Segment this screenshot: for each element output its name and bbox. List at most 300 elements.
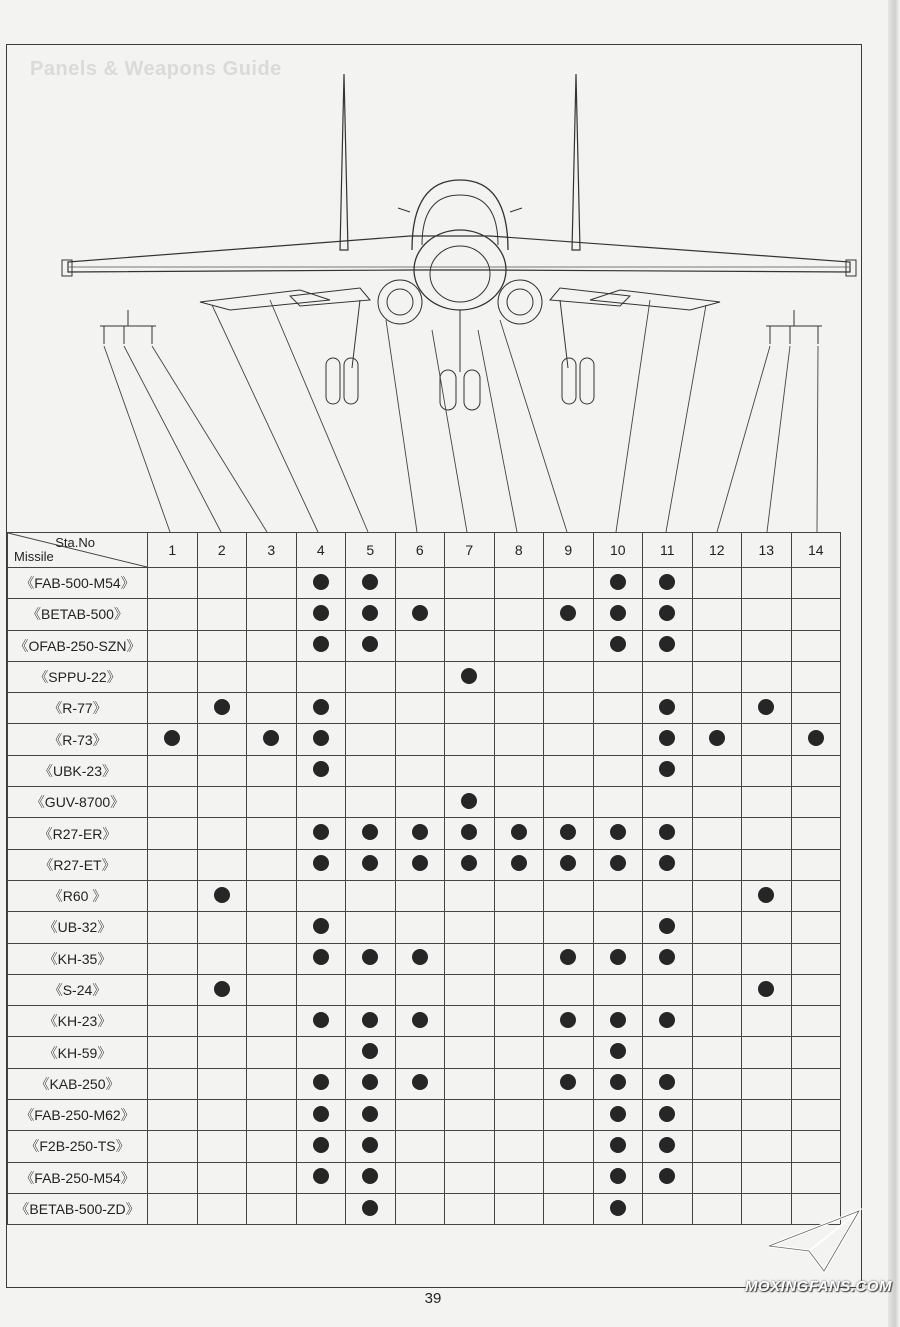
station-cell-9 (544, 661, 594, 692)
station-dot-icon (560, 1074, 576, 1090)
station-cell-1 (148, 1006, 198, 1037)
station-cell-7 (445, 1100, 495, 1131)
weapon-name-cell: 《UBK-23》 (8, 755, 148, 786)
station-cell-7 (445, 1193, 495, 1224)
station-cell-13 (742, 599, 792, 630)
station-header: 1 (148, 533, 198, 568)
table-row (8, 755, 841, 786)
weapon-name-cell: 《FAB-250-M54》 (8, 1162, 148, 1193)
station-cell-11 (643, 661, 693, 692)
station-cell-5 (346, 568, 396, 599)
station-cell-13 (742, 880, 792, 911)
station-cell-5 (346, 818, 396, 849)
station-cell-7 (445, 630, 495, 661)
header-station-label: Sta.No (55, 535, 95, 550)
station-cell-8 (494, 693, 544, 724)
station-cell-6 (395, 755, 445, 786)
station-cell-7 (445, 849, 495, 880)
aircraft-front-view-icon (0, 60, 900, 540)
station-cell-12 (692, 599, 742, 630)
station-cell-6 (395, 818, 445, 849)
station-dot-icon (659, 949, 675, 965)
station-dot-icon (610, 1074, 626, 1090)
station-cell-8 (494, 1162, 544, 1193)
station-cell-11 (643, 849, 693, 880)
station-cell-14 (791, 693, 841, 724)
station-cell-2 (197, 661, 247, 692)
station-cell-4 (296, 1193, 346, 1224)
station-cell-9 (544, 943, 594, 974)
header-corner-cell (8, 533, 148, 568)
station-cell-6 (395, 630, 445, 661)
station-cell-2 (197, 755, 247, 786)
station-dot-icon (214, 981, 230, 997)
station-cell-11 (643, 1068, 693, 1099)
station-cell-14 (791, 1037, 841, 1068)
station-header: 12 (692, 533, 742, 568)
station-cell-6 (395, 568, 445, 599)
station-cell-1 (148, 1193, 198, 1224)
station-cell-4 (296, 943, 346, 974)
station-dot-icon (362, 824, 378, 840)
weapon-name-cell: 《BETAB-500-ZD》 (8, 1193, 148, 1224)
station-cell-8 (494, 912, 544, 943)
station-cell-10 (593, 818, 643, 849)
station-cell-3 (247, 1037, 297, 1068)
station-cell-3 (247, 630, 297, 661)
weapon-name-cell: 《OFAB-250-SZN》 (8, 630, 148, 661)
station-cell-13 (742, 568, 792, 599)
station-dot-icon (412, 1074, 428, 1090)
station-cell-8 (494, 1100, 544, 1131)
station-cell-9 (544, 1037, 594, 1068)
station-cell-4 (296, 1037, 346, 1068)
station-cell-12 (692, 1100, 742, 1131)
station-cell-1 (148, 943, 198, 974)
station-cell-9 (544, 1006, 594, 1037)
station-cell-14 (791, 1162, 841, 1193)
station-cell-3 (247, 568, 297, 599)
station-cell-11 (643, 724, 693, 755)
station-cell-7 (445, 880, 495, 911)
station-cell-1 (148, 1068, 198, 1099)
station-cell-8 (494, 943, 544, 974)
station-cell-3 (247, 1131, 297, 1162)
station-cell-6 (395, 724, 445, 755)
station-cell-11 (643, 818, 693, 849)
station-cell-4 (296, 661, 346, 692)
station-cell-12 (692, 1193, 742, 1224)
station-dot-icon (659, 918, 675, 934)
station-cell-14 (791, 661, 841, 692)
station-header: 4 (296, 533, 346, 568)
station-cell-10 (593, 724, 643, 755)
station-cell-5 (346, 1006, 396, 1037)
station-cell-4 (296, 630, 346, 661)
station-header: 11 (643, 533, 693, 568)
station-cell-2 (197, 1037, 247, 1068)
table-row (8, 974, 841, 1005)
station-cell-11 (643, 568, 693, 599)
station-cell-1 (148, 880, 198, 911)
station-cell-9 (544, 787, 594, 818)
station-cell-3 (247, 912, 297, 943)
weapon-name-cell: 《FAB-250-M62》 (8, 1100, 148, 1131)
station-cell-4 (296, 974, 346, 1005)
station-cell-3 (247, 943, 297, 974)
station-dot-icon (610, 1012, 626, 1028)
station-cell-3 (247, 1068, 297, 1099)
station-cell-1 (148, 1037, 198, 1068)
station-cell-9 (544, 693, 594, 724)
station-cell-2 (197, 1193, 247, 1224)
station-cell-13 (742, 630, 792, 661)
station-dot-icon (560, 1012, 576, 1028)
station-cell-13 (742, 693, 792, 724)
station-cell-8 (494, 1068, 544, 1099)
station-dot-icon (313, 1137, 329, 1153)
station-dot-icon (808, 730, 824, 746)
station-cell-2 (197, 849, 247, 880)
station-cell-14 (791, 943, 841, 974)
station-cell-11 (643, 1162, 693, 1193)
station-cell-7 (445, 943, 495, 974)
station-cell-12 (692, 755, 742, 786)
station-dot-icon (412, 1012, 428, 1028)
station-cell-9 (544, 1131, 594, 1162)
station-dot-icon (659, 1137, 675, 1153)
station-cell-8 (494, 630, 544, 661)
station-cell-3 (247, 1100, 297, 1131)
weapon-name-cell: 《FAB-500-M54》 (8, 568, 148, 599)
station-cell-3 (247, 599, 297, 630)
station-cell-11 (643, 1100, 693, 1131)
station-cell-10 (593, 1037, 643, 1068)
station-header: 13 (742, 533, 792, 568)
station-cell-10 (593, 568, 643, 599)
station-dot-icon (461, 793, 477, 809)
station-cell-7 (445, 599, 495, 630)
station-cell-5 (346, 1193, 396, 1224)
station-cell-3 (247, 849, 297, 880)
station-cell-1 (148, 724, 198, 755)
station-dot-icon (362, 1137, 378, 1153)
station-cell-2 (197, 943, 247, 974)
station-cell-4 (296, 693, 346, 724)
station-cell-6 (395, 912, 445, 943)
station-dot-icon (659, 1106, 675, 1122)
station-cell-14 (791, 755, 841, 786)
station-cell-11 (643, 943, 693, 974)
station-cell-9 (544, 755, 594, 786)
station-cell-10 (593, 943, 643, 974)
station-cell-4 (296, 1100, 346, 1131)
station-dot-icon (560, 824, 576, 840)
station-dot-icon (610, 949, 626, 965)
station-cell-7 (445, 787, 495, 818)
station-cell-13 (742, 1131, 792, 1162)
station-cell-8 (494, 599, 544, 630)
weapon-name-cell: 《R-73》 (8, 724, 148, 755)
station-dot-icon (610, 636, 626, 652)
weapon-name-cell: 《R60 》 (8, 880, 148, 911)
station-cell-1 (148, 599, 198, 630)
station-cell-8 (494, 787, 544, 818)
station-header: 8 (494, 533, 544, 568)
station-cell-6 (395, 1131, 445, 1162)
station-cell-10 (593, 1162, 643, 1193)
station-cell-9 (544, 599, 594, 630)
station-dot-icon (412, 855, 428, 871)
station-cell-4 (296, 1006, 346, 1037)
station-cell-4 (296, 880, 346, 911)
station-cell-5 (346, 912, 396, 943)
weapon-name-cell: 《S-24》 (8, 974, 148, 1005)
station-dot-icon (362, 1074, 378, 1090)
station-cell-13 (742, 1037, 792, 1068)
station-cell-5 (346, 693, 396, 724)
station-cell-6 (395, 1100, 445, 1131)
station-header: 6 (395, 533, 445, 568)
station-cell-3 (247, 1006, 297, 1037)
station-cell-5 (346, 599, 396, 630)
station-dot-icon (709, 730, 725, 746)
station-dot-icon (610, 824, 626, 840)
station-dot-icon (659, 1168, 675, 1184)
station-dot-icon (461, 668, 477, 684)
station-cell-4 (296, 1068, 346, 1099)
station-dot-icon (362, 1200, 378, 1216)
station-cell-3 (247, 661, 297, 692)
station-cell-10 (593, 599, 643, 630)
table-row (8, 787, 841, 818)
station-cell-6 (395, 1162, 445, 1193)
station-cell-14 (791, 912, 841, 943)
station-cell-14 (791, 630, 841, 661)
station-cell-10 (593, 974, 643, 1005)
station-cell-10 (593, 1131, 643, 1162)
watermark: MOXINGFANS.COM (744, 1278, 892, 1295)
station-cell-11 (643, 755, 693, 786)
station-cell-7 (445, 974, 495, 1005)
station-cell-12 (692, 630, 742, 661)
station-cell-2 (197, 1100, 247, 1131)
station-cell-1 (148, 1131, 198, 1162)
station-cell-6 (395, 1068, 445, 1099)
station-cell-6 (395, 849, 445, 880)
station-cell-2 (197, 568, 247, 599)
table-row (8, 943, 841, 974)
station-cell-10 (593, 1068, 643, 1099)
station-cell-14 (791, 724, 841, 755)
station-cell-7 (445, 1068, 495, 1099)
station-header: 9 (544, 533, 594, 568)
station-cell-6 (395, 661, 445, 692)
station-cell-12 (692, 693, 742, 724)
station-cell-1 (148, 1162, 198, 1193)
station-header: 10 (593, 533, 643, 568)
weapon-name-cell: 《R27-ET》 (8, 849, 148, 880)
station-cell-13 (742, 1162, 792, 1193)
station-cell-5 (346, 630, 396, 661)
page-number: 39 (424, 1290, 442, 1307)
table-row (8, 1006, 841, 1037)
table-row (8, 818, 841, 849)
station-cell-8 (494, 849, 544, 880)
station-cell-2 (197, 912, 247, 943)
station-cell-10 (593, 630, 643, 661)
station-cell-6 (395, 787, 445, 818)
station-dot-icon (610, 1137, 626, 1153)
station-dot-icon (313, 1168, 329, 1184)
station-cell-5 (346, 1131, 396, 1162)
station-cell-10 (593, 912, 643, 943)
station-dot-icon (659, 1012, 675, 1028)
table-row (8, 724, 841, 755)
station-header: 5 (346, 533, 396, 568)
station-cell-1 (148, 568, 198, 599)
station-cell-11 (643, 1037, 693, 1068)
station-dot-icon (164, 730, 180, 746)
station-cell-4 (296, 849, 346, 880)
station-cell-7 (445, 568, 495, 599)
station-cell-4 (296, 1131, 346, 1162)
station-cell-11 (643, 630, 693, 661)
table-row (8, 880, 841, 911)
station-cell-10 (593, 880, 643, 911)
station-cell-5 (346, 974, 396, 1005)
weapon-name-cell: 《F2B-250-TS》 (8, 1131, 148, 1162)
station-header: 3 (247, 533, 297, 568)
station-cell-3 (247, 693, 297, 724)
station-cell-9 (544, 724, 594, 755)
station-cell-3 (247, 787, 297, 818)
station-cell-4 (296, 599, 346, 630)
station-cell-11 (643, 974, 693, 1005)
station-cell-11 (643, 880, 693, 911)
table-body (8, 568, 841, 1225)
station-header: 2 (197, 533, 247, 568)
station-cell-5 (346, 787, 396, 818)
station-dot-icon (362, 949, 378, 965)
station-dot-icon (560, 949, 576, 965)
station-cell-13 (742, 912, 792, 943)
station-header: 7 (445, 533, 495, 568)
station-dot-icon (659, 574, 675, 590)
station-dot-icon (461, 824, 477, 840)
station-dot-icon (313, 949, 329, 965)
table-row (8, 661, 841, 692)
station-cell-1 (148, 787, 198, 818)
station-cell-13 (742, 661, 792, 692)
station-cell-5 (346, 1100, 396, 1131)
station-cell-10 (593, 1193, 643, 1224)
station-cell-10 (593, 787, 643, 818)
weapon-name-cell: 《BETAB-500》 (8, 599, 148, 630)
station-dot-icon (412, 605, 428, 621)
table-row (8, 630, 841, 661)
station-cell-7 (445, 693, 495, 724)
station-cell-6 (395, 974, 445, 1005)
station-dot-icon (362, 1043, 378, 1059)
station-cell-2 (197, 1006, 247, 1037)
table-row (8, 1193, 841, 1224)
station-cell-1 (148, 661, 198, 692)
station-cell-6 (395, 1006, 445, 1037)
station-dot-icon (511, 824, 527, 840)
station-cell-13 (742, 974, 792, 1005)
station-dot-icon (313, 918, 329, 934)
table-row (8, 693, 841, 724)
station-cell-11 (643, 1131, 693, 1162)
weapon-name-cell: 《KH-35》 (8, 943, 148, 974)
station-dot-icon (313, 699, 329, 715)
station-cell-10 (593, 1100, 643, 1131)
station-cell-9 (544, 912, 594, 943)
station-dot-icon (412, 949, 428, 965)
station-cell-5 (346, 724, 396, 755)
station-cell-14 (791, 1131, 841, 1162)
station-cell-7 (445, 1006, 495, 1037)
station-dot-icon (659, 730, 675, 746)
station-dot-icon (313, 1012, 329, 1028)
station-cell-1 (148, 755, 198, 786)
station-dot-icon (412, 824, 428, 840)
station-dot-icon (362, 1012, 378, 1028)
station-cell-3 (247, 755, 297, 786)
station-cell-1 (148, 693, 198, 724)
station-dot-icon (610, 855, 626, 871)
station-cell-3 (247, 1193, 297, 1224)
station-cell-8 (494, 568, 544, 599)
station-cell-1 (148, 630, 198, 661)
station-cell-14 (791, 1006, 841, 1037)
station-dot-icon (362, 574, 378, 590)
station-cell-10 (593, 849, 643, 880)
station-dot-icon (659, 1074, 675, 1090)
station-cell-8 (494, 1193, 544, 1224)
station-dot-icon (758, 981, 774, 997)
station-cell-10 (593, 661, 643, 692)
station-cell-13 (742, 724, 792, 755)
station-dot-icon (362, 605, 378, 621)
station-cell-9 (544, 818, 594, 849)
station-dot-icon (610, 574, 626, 590)
station-cell-12 (692, 880, 742, 911)
station-cell-12 (692, 912, 742, 943)
station-cell-7 (445, 724, 495, 755)
station-cell-14 (791, 818, 841, 849)
station-cell-5 (346, 1068, 396, 1099)
station-cell-8 (494, 1131, 544, 1162)
station-cell-10 (593, 755, 643, 786)
station-cell-2 (197, 880, 247, 911)
station-cell-13 (742, 943, 792, 974)
station-cell-1 (148, 1100, 198, 1131)
station-dot-icon (610, 605, 626, 621)
weapon-name-cell: 《KAB-250》 (8, 1068, 148, 1099)
station-cell-4 (296, 912, 346, 943)
station-cell-2 (197, 599, 247, 630)
table-row (8, 1037, 841, 1068)
station-dot-icon (659, 824, 675, 840)
station-cell-12 (692, 1162, 742, 1193)
station-cell-9 (544, 568, 594, 599)
weapon-name-cell: 《R-77》 (8, 693, 148, 724)
station-cell-1 (148, 974, 198, 1005)
station-cell-10 (593, 693, 643, 724)
paper-plane-logo-icon (764, 1206, 864, 1276)
